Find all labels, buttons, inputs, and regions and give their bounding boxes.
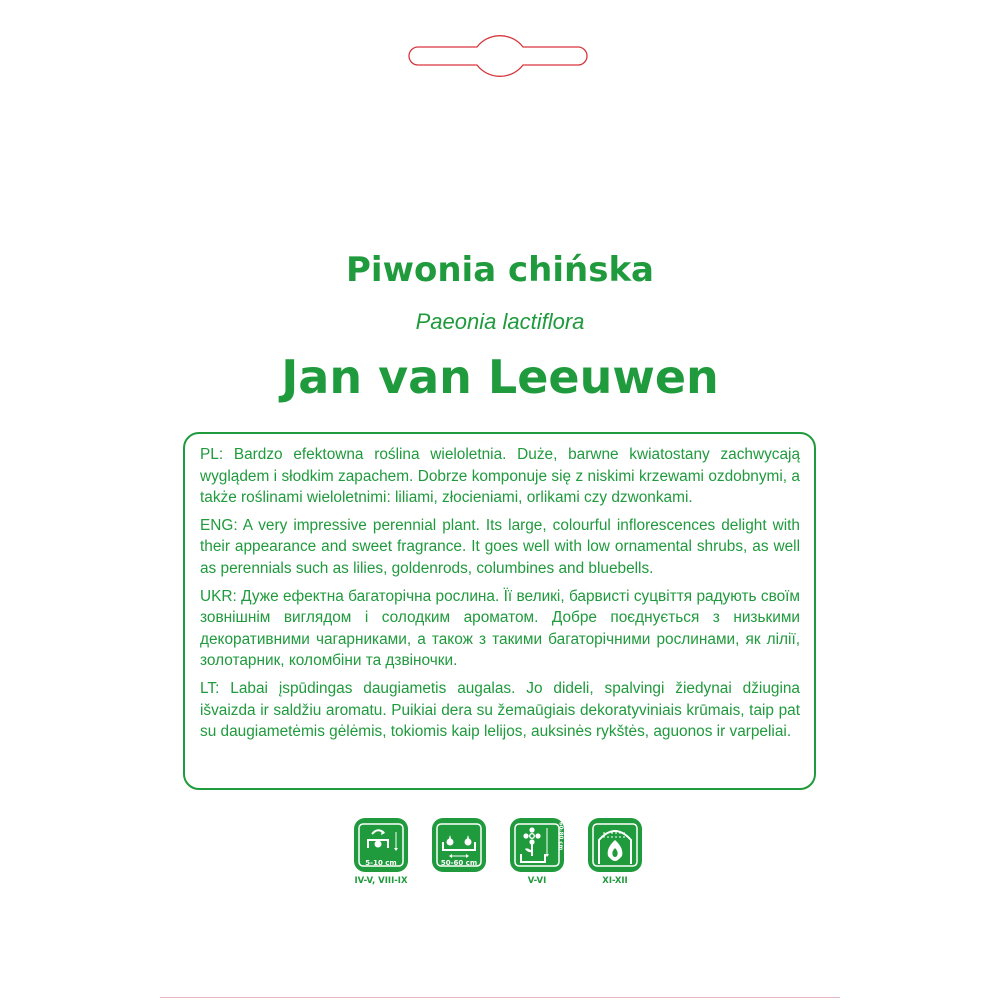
planting-period: IV-V, VIII-IX: [354, 876, 408, 886]
plant-latin-name: Paeonia lactiflora: [415, 309, 585, 334]
plant-common-name: Piwonia chińska: [346, 250, 654, 290]
storage-bulb-icon: [588, 818, 642, 872]
spacing-distance-label: 50-60 cm: [440, 859, 478, 867]
planting-depth-label: 5-10 cm: [365, 859, 397, 867]
variety-name: Jan van Leeuwen: [281, 350, 719, 404]
spacing-icon: [432, 818, 486, 872]
storage-period: XI-XII: [602, 876, 628, 886]
planting-icon: [354, 818, 408, 872]
flowering-info: [492, 818, 582, 886]
description-eng: ENG: A very impressive perennial plant. Its large, colourful inflorescences delight with their appearance and sweet fragrance. It goes well with low ornamental shrubs, as well as perennials such as lilies, goldenrods, columbines and bluebells.: [200, 516, 800, 577]
description-lt: LT: Labai įspūdingas daugiametis augalas. Jo dideli, spalvingi žiedynai džiugina išvaizda ir saldžiu aromatu. Puikiai dera su žemaūgiais dekoratyviniais krūmais, taip pat su daugiametėmis gėlėmis, tokiomis kaip lelijos, auksinės rykštės, aguonos ir varpeliai.: [200, 679, 800, 741]
cultivation-icons: [0, 818, 1000, 898]
hanger-hole-outline: [0, 0, 1000, 100]
planting-info: [336, 818, 426, 886]
description-ukr: UKR: Дуже ефектна багаторічна рослина. Її великі, барвисті суцвіття радують своїм зовнішнім виглядом і солодким ароматом. Добре поєднується з низькими декоративними чагарниками, а також з такими багаторічними рослинами, як лілії, золотарник, коломбіни та дзвіночки.: [200, 587, 800, 670]
spacing-info: [414, 818, 504, 872]
flowering-height-label: 60-80 cm: [557, 821, 564, 851]
description-pl: PL: Bardzo efektowna roślina wieloletnia. Duże, barwne kwiatostany zachwycają wyglądem i słodkim zapachem. Dobrze komponuje się z niskimi krzewami ozdobnymi, a także roślinami wieloletnimi: liliami, złocieniami, orlikami czy dzwonkami.: [200, 446, 800, 507]
bottom-edge-line: [160, 997, 840, 998]
flowering-icon: [510, 818, 564, 872]
flowering-period: V-VI: [527, 876, 547, 886]
description-box: [183, 432, 816, 790]
storage-info: [570, 818, 660, 886]
